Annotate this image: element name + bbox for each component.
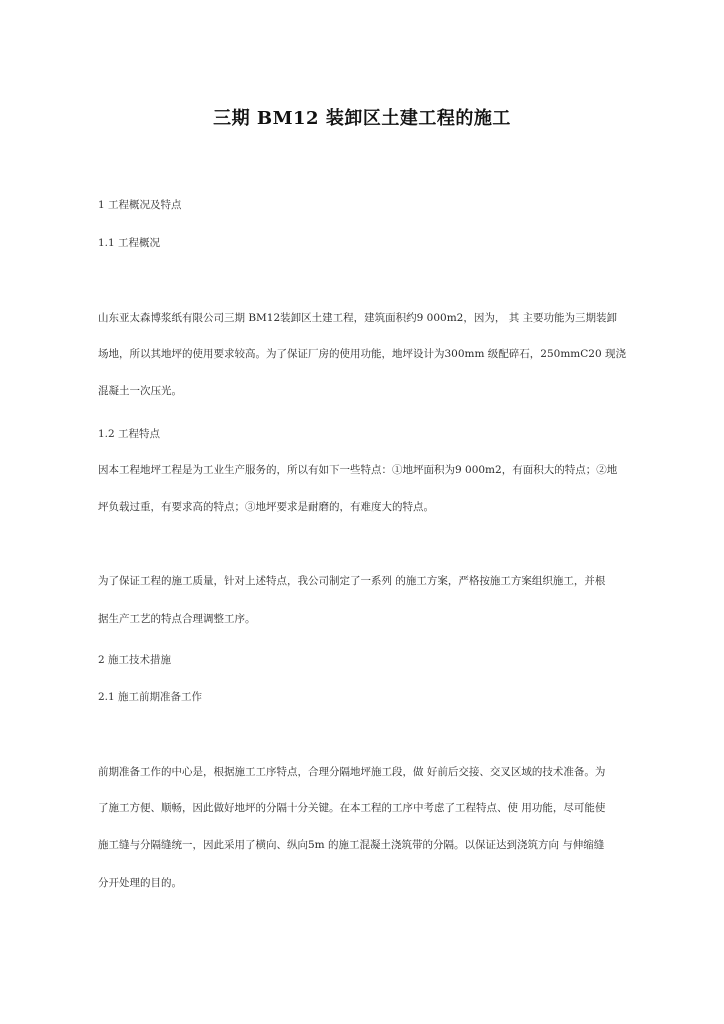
section-heading-2: 2 施工技术措施 bbox=[98, 654, 172, 666]
paragraph-line: 坪负载过重，有要求高的特点；③地坪要求是耐磨的，有难度大的特点。 bbox=[98, 501, 434, 513]
subsection-heading-2-1: 2.1 施工前期准备工作 bbox=[98, 691, 203, 703]
section-heading-1: 1 工程概况及特点 bbox=[98, 199, 182, 211]
paragraph-line: 前期准备工作的中心是，根据施工工序特点，合理分隔地坪施工段，做 好前后交接、交叉区域的技术准备。为 bbox=[98, 766, 606, 778]
paragraph-line: 为了保证工程的施工质量，针对上述特点，我公司制定了一系列 的施工方案，严格按施工方案组织施工，并根 bbox=[98, 575, 606, 587]
paragraph-line: 场地，所以其地坪的使用要求较高。为了保证厂房的使用功能，地坪设计为300mm 级配碎石，250mmC20 现浇 bbox=[98, 348, 626, 360]
paragraph-line: 施工缝与分隔缝统一，因此采用了横向、纵向5m 的施工混凝土浇筑带的分隔。以保证达到浇筑方向 与伸缩缝 bbox=[98, 839, 605, 851]
paragraph-line: 了施工方便、顺畅，因此做好地坪的分隔十分关键。在本工程的工序中考虑了工程特点、使 用功能，尽可能使 bbox=[98, 802, 606, 814]
paragraph-line: 据生产工艺的特点合理调整工序。 bbox=[98, 613, 256, 625]
paragraph-line: 混凝土一次压光。 bbox=[98, 385, 182, 397]
document-title: 三期 BM12 装卸区土建工程的施工 bbox=[213, 108, 511, 129]
subsection-heading-1-2: 1.2 工程特点 bbox=[98, 428, 161, 440]
paragraph-line: 分开处理的目的。 bbox=[98, 877, 182, 889]
paragraph-line: 山东亚太森博浆纸有限公司三期 BM12装卸区土建工程，建筑面积约9 000m2，因为， 其 主要功能为三期装卸 bbox=[98, 312, 618, 324]
paragraph-line: 因本工程地坪工程是为工业生产服务的，所以有如下一些特点：①地坪面积为9 000m2，有面积大的特点；②地 bbox=[98, 464, 618, 476]
subsection-heading-1-1: 1.1 工程概况 bbox=[98, 237, 161, 249]
